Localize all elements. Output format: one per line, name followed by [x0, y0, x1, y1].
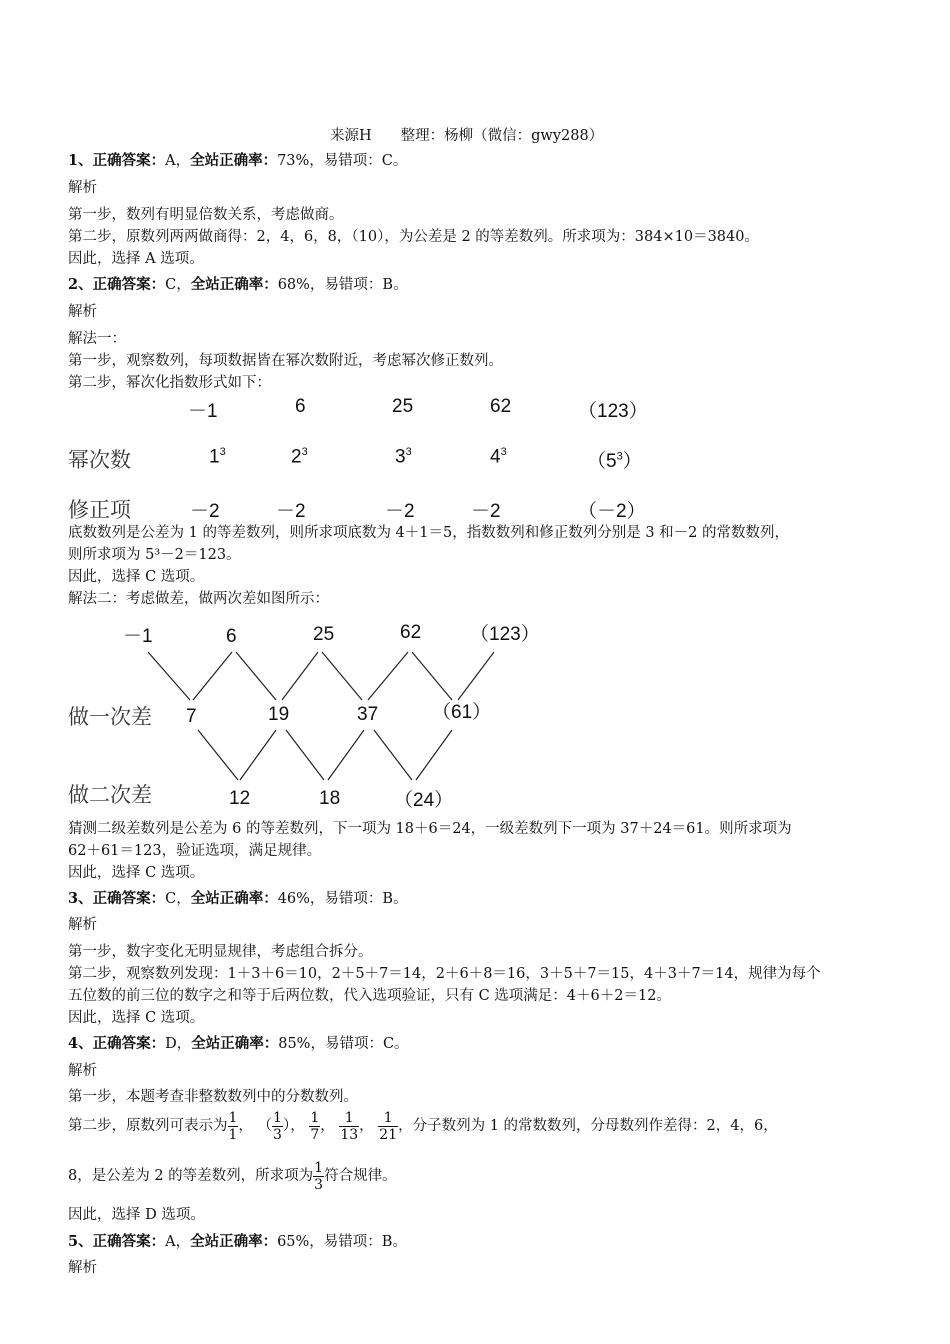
diagram-edge [282, 652, 318, 700]
page-header: 来源H 整理：杨柳（微信：gwy288） [330, 128, 604, 144]
q5-rate-label: 全站正确率： [190, 1233, 278, 1250]
diagram-diff1-label: 做一次差 [68, 706, 152, 729]
q2-answer-label: 正确答案： [92, 276, 166, 293]
q2-conclusion1: 因此，选择 C 选项。 [68, 569, 205, 585]
q3-step2b: 五位数的前三位的数字之和等于后两位数，代入选项验证，只有 C 选项满足：4＋6＋2＝12。 [68, 988, 671, 1004]
diagram-edge [236, 652, 276, 700]
q2-answer-line [68, 274, 408, 296]
table-row2-cell: $1^3$ [209, 446, 226, 468]
q4-step3 [68, 1156, 397, 1196]
fraction: $\frac{1}{21}$ [379, 1109, 398, 1143]
table-row2-cell: $4^3$ [490, 446, 507, 468]
q4-answer: D， [165, 1036, 192, 1052]
diagram-diff2-label: 做二次差 [68, 784, 152, 807]
q2-answer: C， [165, 277, 191, 293]
q1-rate-label: 全站正确率： [190, 152, 278, 169]
q2-rate-label: 全站正确率： [190, 276, 278, 293]
diagram-edge [322, 652, 362, 700]
difference-diagram [0, 612, 560, 817]
fraction: $\frac{1}{7}$ [310, 1109, 320, 1143]
diagram-edge [368, 652, 408, 700]
q1-rate: 73%，易错项：C。 [277, 153, 408, 169]
q3-conclusion: 因此，选择 C 选项。 [68, 1010, 205, 1026]
diagram-top-node: （123） [470, 624, 540, 645]
table-row1-cell: 25 [392, 396, 414, 417]
q3-answer-label: 正确答案： [92, 890, 166, 907]
diagram-edge [328, 730, 364, 780]
table-row2-cell: $2^3$ [291, 446, 308, 468]
q3-number: 3、 [68, 890, 93, 907]
diagram-edge [458, 652, 494, 700]
q1-answer-label: 正确答案： [92, 152, 166, 169]
q4-conclusion: 因此，选择 D 选项。 [68, 1207, 205, 1223]
diagram-diff1-node: 19 [268, 704, 290, 725]
q3-step1: 第一步，数字变化无明显规律，考虑组合拆分。 [68, 944, 373, 960]
q4-step1: 第一步，本题考查非整数数列中的分数数列。 [68, 1089, 358, 1105]
diagram-top-node: 6 [226, 626, 237, 647]
q5-answer-label: 正确答案： [92, 1233, 166, 1250]
q2-number: 2、 [68, 276, 93, 293]
q4-step3-prefix: 8，是公差为 2 的等差数列，所求项为 [68, 1168, 314, 1184]
q2-conclusion2: 因此，选择 C 选项。 [68, 865, 205, 881]
q3-answer-line [68, 888, 408, 910]
q2-step5b: 62＋61＝123，验证选项，满足规律。 [68, 843, 322, 859]
diagram-edge [286, 730, 324, 780]
q2-rate: 68%，易错项：B。 [277, 277, 408, 293]
q5-analysis-heading: 解析 [68, 1260, 97, 1276]
q5-number: 5、 [68, 1233, 93, 1250]
q2-step5a: 猜测二级差数列是公差为 6 的等差数列，下一项为 18＋6＝24，一级差数列下一项为 37＋24＝61。则所求项为 [68, 821, 792, 837]
q3-rate: 46%，易错项：B。 [277, 891, 408, 907]
q1-step2: 第二步，原数列两两做商得：2，4，6，8，（10），为公差是 2 的等差数列。所求项为：384×10＝3840。 [68, 229, 759, 245]
q4-answer-label: 正确答案： [92, 1035, 166, 1052]
q4-step2: 第二步，原数列可表示为 $\frac{1}{1}$ ， （ $\frac{1}{3}$ ）， $\frac{1}{7}$ ， $\frac{1}{13}$ ， $\frac{1}{21}$ ，分子数列为 1 的常数数列，分母数列作差得：2，4，6， [68, 1109, 778, 1143]
diagram-diff2-node: （24） [394, 790, 454, 811]
q2-method2-label: 解法二：考虑做差，做两次差如图所示： [68, 591, 329, 607]
q4-answer-line [68, 1033, 409, 1055]
q1-analysis-heading: 解析 [68, 180, 97, 196]
table-row3-label: 修正项 [68, 499, 131, 522]
diagram-edge [412, 652, 452, 700]
q1-answer: A， [165, 153, 191, 169]
table-row3-cell: －2 [190, 501, 220, 522]
q4-rate-label: 全站正确率： [191, 1035, 279, 1052]
diagram-edge [416, 730, 452, 780]
q2-method1-label: 解法一： [68, 331, 126, 347]
q3-rate-label: 全站正确率： [190, 890, 278, 907]
diagram-diff2-node: 12 [229, 788, 251, 809]
q4-step3-suffix: 符合规律。 [324, 1168, 397, 1184]
q4-analysis-heading: 解析 [68, 1063, 97, 1079]
table-row2-cell: $3^3$ [395, 446, 412, 468]
diagram-diff1-node: 7 [186, 706, 197, 727]
table-row1-cell: 6 [295, 396, 306, 417]
table-row1-cell: （123） [578, 401, 648, 422]
table-row3-cell: （－2） [578, 501, 646, 522]
diagram-edge [198, 730, 238, 780]
q1-number: 1、 [68, 152, 93, 169]
diagram-edge [374, 730, 412, 780]
q2-step2: 第二步，幂次化指数形式如下： [68, 375, 271, 391]
q2-step1: 第一步，观察数列，每项数据皆在幂次数附近，考虑幂次修正数列。 [68, 353, 503, 369]
table-row1-cell: －1 [188, 401, 218, 422]
q4-rate: 85%，易错项：C。 [278, 1036, 409, 1052]
table-row1-cell: 62 [490, 396, 512, 417]
q5-answer: A， [165, 1234, 191, 1250]
diagram-top-node: 62 [400, 622, 422, 643]
diagram-diff1-node: 37 [357, 704, 379, 725]
table-row3-cell: －2 [471, 501, 501, 522]
q1-step1: 第一步，数列有明显倍数关系，考虑做商。 [68, 207, 344, 223]
q5-answer-line [68, 1231, 407, 1253]
q2-step3b: 则所求项为 5³－2＝123。 [68, 547, 241, 563]
q1-conclusion: 因此，选择 A 选项。 [68, 251, 204, 267]
table-row3-cell: －2 [385, 501, 415, 522]
q4-number: 4、 [68, 1035, 93, 1052]
diagram-edge [148, 652, 190, 700]
diagram-edge [193, 652, 232, 700]
q3-answer: C， [165, 891, 191, 907]
q4-step2-suffix: ，分子数列为 1 的常数数列，分母数列作差得：2，4，6， [398, 1118, 778, 1134]
diagram-diff2-node: 18 [319, 788, 341, 809]
q1-answer-line [68, 150, 407, 172]
table-row3-cell: －2 [276, 501, 306, 522]
fraction: $\frac{1}{13}$ [340, 1109, 359, 1143]
diagram-top-node: －1 [123, 626, 153, 647]
table-row2-label: 幂次数 [68, 449, 131, 472]
fraction: $\frac{1}{1}$ [228, 1109, 238, 1143]
fraction: $\frac{1}{3}$ [273, 1109, 282, 1143]
diagram-diff1-node: （61） [432, 702, 492, 723]
diagram-edge [240, 730, 276, 780]
q5-rate: 65%，易错项：B。 [277, 1234, 407, 1250]
q4-step2-prefix: 第二步，原数列可表示为 [68, 1118, 228, 1134]
fraction: $\frac{1}{3}$ [314, 1159, 324, 1193]
table-row2-cell: $(5^3)$ [587, 450, 642, 472]
q2-analysis-heading: 解析 [68, 304, 97, 320]
diagram-top-node: 25 [313, 624, 335, 645]
q3-step2a: 第二步，观察数列发现：1＋3＋6＝10，2＋5＋7＝14，2＋6＋8＝16，3＋5＋7＝15，4＋3＋7＝14，规律为每个 [68, 966, 821, 982]
q3-analysis-heading: 解析 [68, 917, 97, 933]
q2-step3a: 底数数列是公差为 1 的等差数列，则所求项底数为 4＋1＝5，指数数列和修正数列分别是 3 和－2 的常数数列， [68, 525, 790, 541]
